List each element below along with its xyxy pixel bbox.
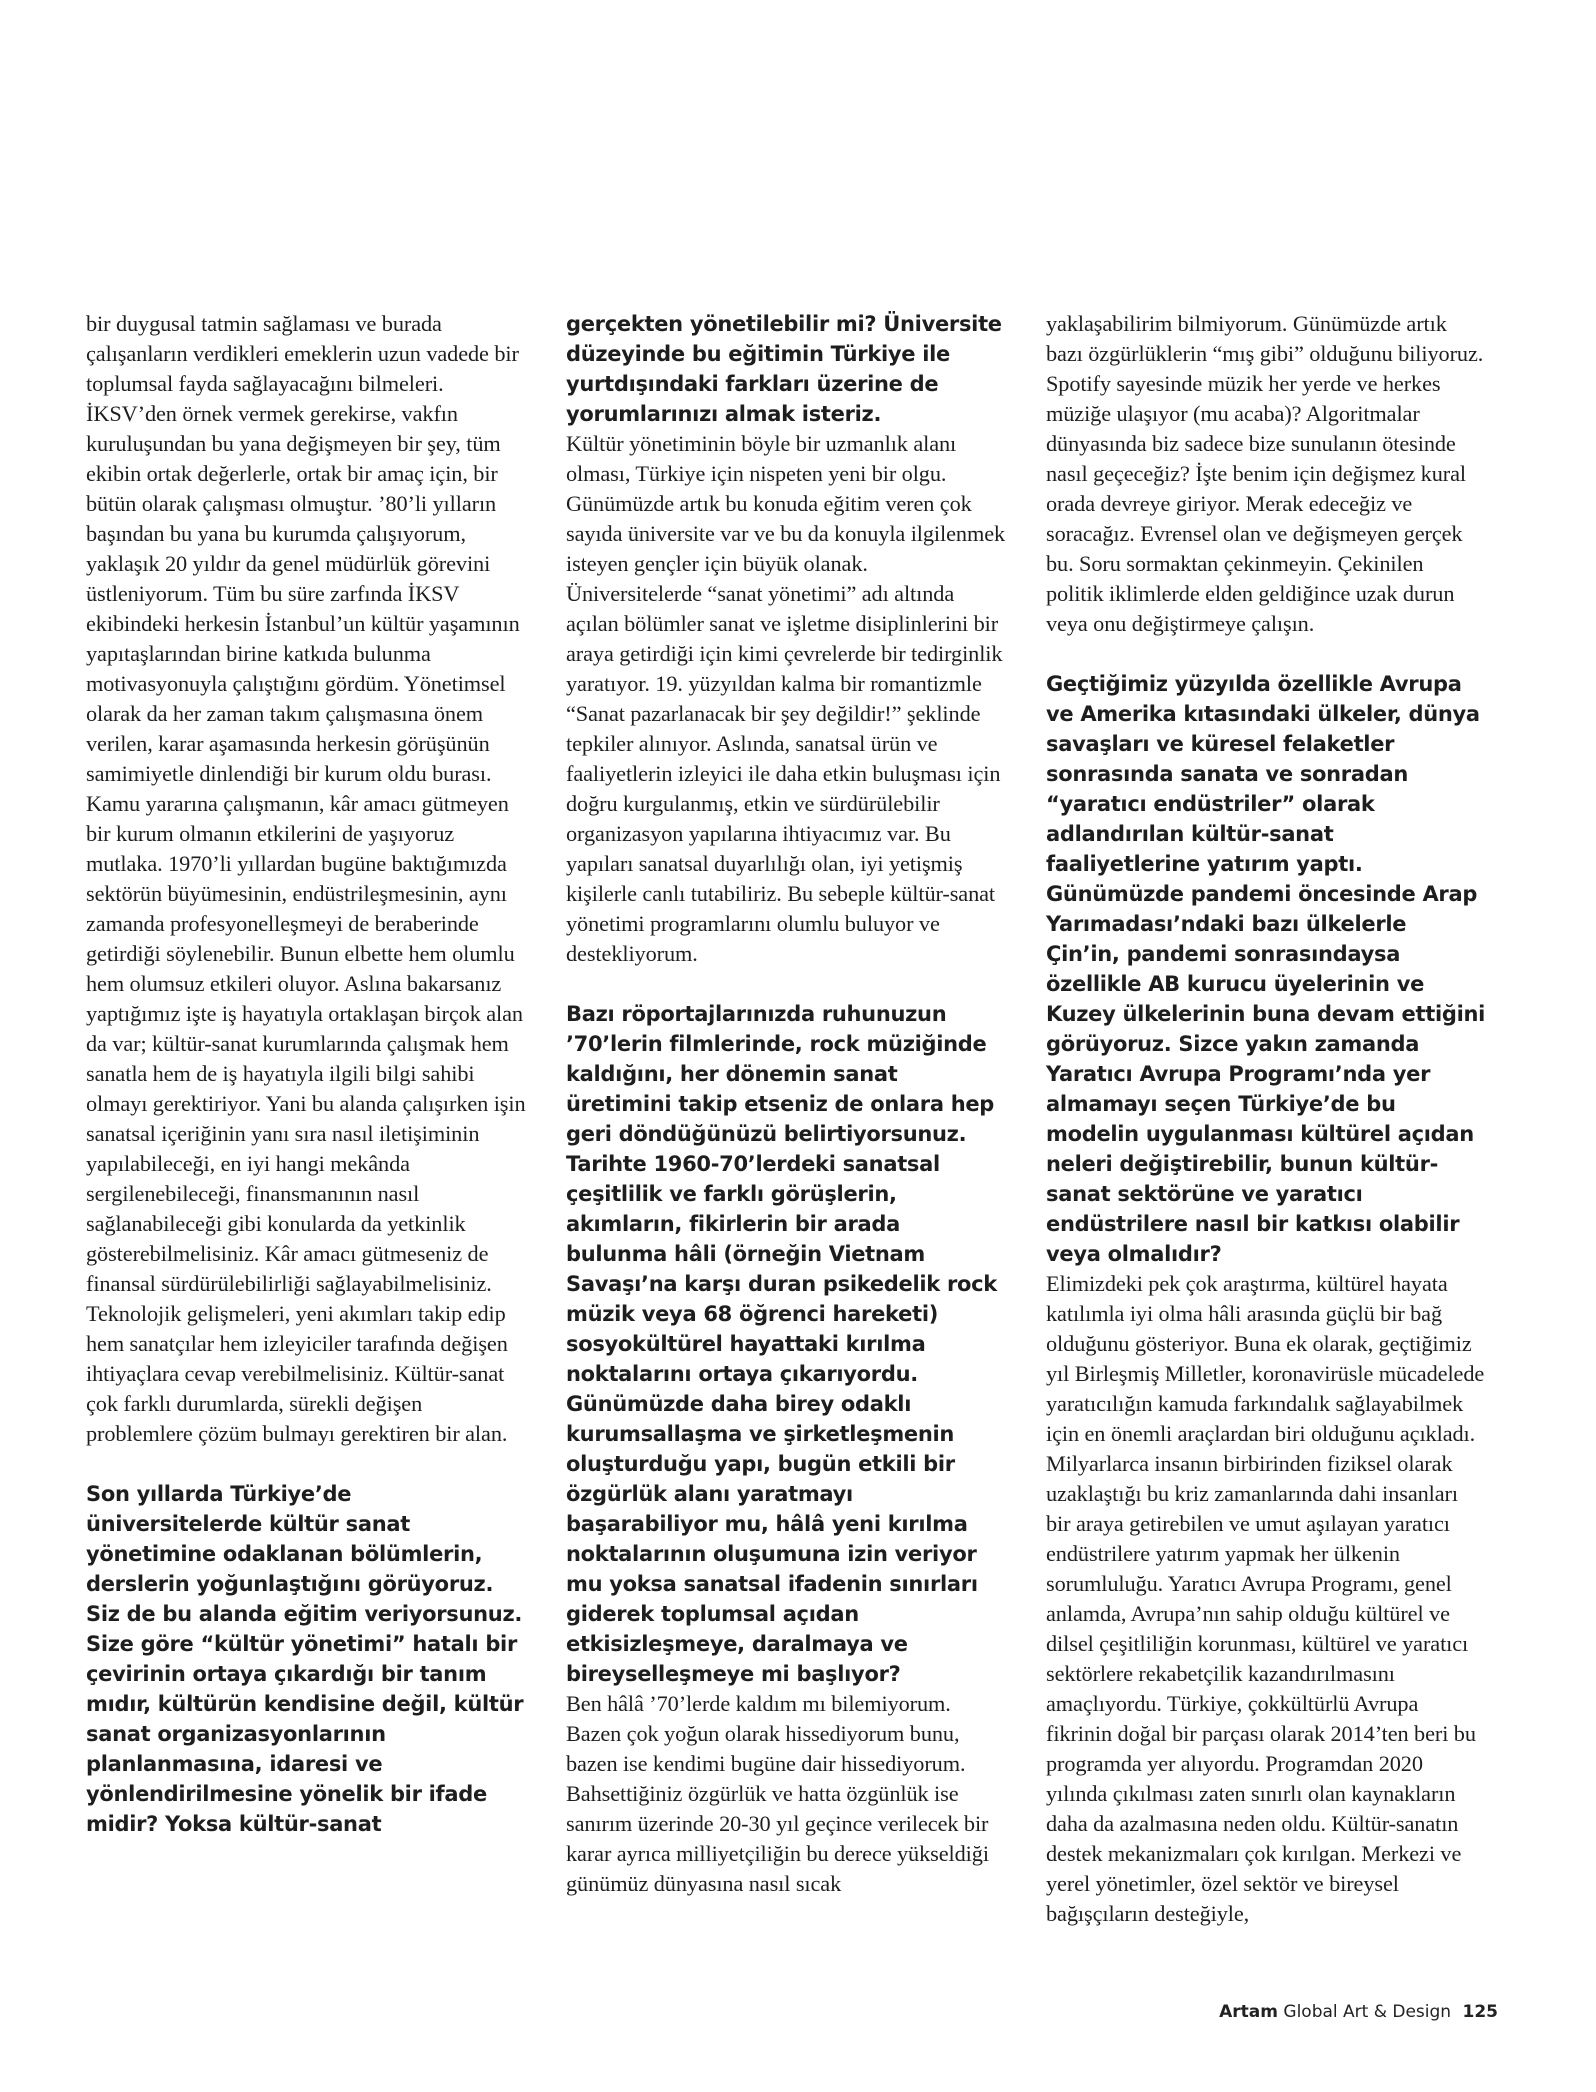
answer-paragraph: Kültür yönetiminin böyle bir uzmanlık alanı olması, Türkiye için nispeten yeni bir olgu. Günümüzde artık bu konuda eğitim veren çok sayıda üniversite var ve bu da konuyla ilgilenmek isteyen gençler için büyük olanak. Üniversitelerde “sanat yönetimi” adı altında açılan bölümler sanat ve işletme disiplinlerini bir araya getirdiği için kimi çevrelerde bir tedirginlik yaratıyor. 19. yüzyıldan kalma bir romantizmle “Sanat pazarlanacak bir şey değildir!” şeklinde tepkiler alınıyor. Aslında, sanatsal ürün ve faaliyetlerin izleyici ile daha etkin buluşması için doğru kurgulanmış, etkin ve sürdürülebilir organizasyon yapılarına ihtiyacımız var. Bu yapıları sanatsal duyarlılığı olan, iyi yetişmiş kişilerle canlı tutabiliriz. Bu sebeple kültür-sanat yönetimi programlarını olumlu buluyor ve destekliyorum. xyxy=(566,431,1006,966)
page-number: 125 xyxy=(1462,2002,1498,2022)
magazine-subtitle: Global Art & Design xyxy=(1283,2002,1452,2022)
question-paragraph: Geçtiğimiz yüzyılda özellikle Avrupa ve Amerika kıtasındaki ülkeler, dünya savaşları ve küresel felaketler sonrasında sanata ve sonradan “yaratıcı endüstriler” olarak adlandırılan kültür-sanat faaliyetlerine yatırım yaptı. Günümüzde pandemi öncesinde Arap Yarımadası’ndaki bazı ülkelerle Çin’in, pandemi sonrasındaysa özellikle AB kurucu üyelerinin ve Kuzey ülkelerinin buna devam ettiğini görüyoruz. Sizce yakın zamanda Yaratıcı Avrupa Programı’nda yer almamayı seçen Türkiye’de bu modelin uygulanması kültürel açıdan neleri değiştirebilir, bunun kültür-sanat sektörüne ve yaratıcı endüstrilere nasıl bir katkısı olabilir veya olmalıdır? xyxy=(1046,672,1486,1266)
answer-paragraph: bir duygusal tatmin sağlaması ve burada çalışanların verdikleri emeklerin uzun vadede bir toplumsal fayda sağlayacağını bilmeleri. İKSV’den örnek vermek gerekirse, vakfın kuruluşundan bu yana değişmeyen bir şey, tüm ekibin ortak değerlerle, ortak bir amaç için, bir bütün olarak çalışması olmuştur. ’80’li yılların başından bu yana bu kurumda çalışıyorum, yaklaşık 20 yıldır da genel müdürlük görevini üstleniyorum. Tüm bu süre zarfında İKSV ekibindeki herkesin İstanbul’un kültür yaşamının yapıtaşlarından birine katkıda bulunma motivasyonuyla çalıştığını gördüm. Yönetimsel olarak da her zaman takım çalışmasına önem verilen, karar aşamasında herkesin görüşünün samimiyetle dinlendiği bir kurum oldu burası. Kamu yararına çalışmanın, kâr amacı gütmeyen bir kurum olmanın etkilerini de yaşıyoruz mutlaka. 1970’li yıllardan bugüne baktığımızda sektörün büyümesinin, endüstrileşmesinin, aynı zamanda profesyonelleşmeyi de beraberinde getirdiği söylenebilir. Bunun elbette hem olumlu hem olumsuz etkileri oluyor. Aslına bakarsanız yaptığımız işte iş hayatıyla ortaklaşan birçok alan da var; kültür-sanat kurumlarında çalışmak hem sanatla hem de iş hayatıyla ilgili bilgi sahibi olmayı gerektiriyor. Yani bu alanda çalışırken işin sanatsal içeriğinin yanı sıra nasıl iletişiminin yapılabileceği, en iyi hangi mekânda sergilenebileceği, finansmanının nasıl sağlanabileceği gibi konularda da yetkinlik gösterebilmelisiniz. Kâr amacı gütmeseniz de finansal sürdürülebilirliği sağlayabilmelisiniz. Teknolojik gelişmeleri, yeni akımları takip edip hem sanatçılar hem izleyiciler tarafında değişen ihtiyaçlara cevap verebilmelisiniz. Kültür-sanat çok farklı durumlarda, sürekli değişen problemlere çözüm bulmayı gerektiren bir alan. xyxy=(86,311,526,1446)
question-paragraph: Bazı röportajlarınızda ruhunuzun ’70’lerin filmlerinde, rock müziğinde kaldığını, her dönemin sanat üretimini takip etseniz de onlara hep geri döndüğünüzü belirtiyorsunuz. Tarihte 1960-70’lerdeki sanatsal çeşitlilik ve farklı görüşlerin, akımların, fikirlerin bir arada bulunma hâli (örneğin Vietnam Savaşı’na karşı duran psikedelik rock müzik veya 68 öğrenci hareketi) sosyokültürel hayattaki kırılma noktalarını ortaya çıkarıyordu. Günümüzde daha birey odaklı kurumsallaşma ve şirketleşmenin oluşturduğu yapı, bugün etkili bir özgürlük alanı yaratmayı başarabiliyor mu, hâlâ yeni kırılma noktalarının oluşumuna izin veriyor mu yoksa sanatsal ifadenin sınırları giderek toplumsal açıdan etkisizleşmeye, daralmaya ve bireyselleşmeye mi başlıyor? xyxy=(566,1002,997,1686)
column-3 xyxy=(1046,309,1486,1929)
question-paragraph: Son yıllarda Türkiye’de üniversitelerde kültür sanat yönetimine odaklanan bölümlerin, derslerin yoğunlaştığını görüyoruz. Siz de bu alanda eğitim veriyorsunuz. Size göre “kültür yönetimi” hatalı bir çevirinin ortaya çıkardığı bir tanım mıdır, kültürün kendisine değil, kültür sanat organizasyonlarının planlanmasına, idaresi ve yönlendirilmesine yönelik bir ifade midir? Yoksa kültür-sanat xyxy=(86,1482,524,1836)
magazine-brand: Artam xyxy=(1219,2002,1278,2022)
column-1 xyxy=(86,309,526,1839)
column-2 xyxy=(566,309,1006,1899)
answer-paragraph: yaklaşabilirim bilmiyorum. Günümüzde artık bazı özgürlüklerin “mış gibi” olduğunu biliyoruz. Spotify sayesinde müzik her yerde ve herkes müziğe ulaşıyor (mu acaba)? Algoritmalar dünyasında biz sadece bize sunulanın ötesinde nasıl geçeceğiz? İşte benim için değişmez kural orada devreye giriyor. Merak edeceğiz ve soracağız. Evrensel olan ve değişmeyen gerçek bu. Soru sormaktan çekinmeyin. Çekinilen politik iklimlerde elden geldiğince uzak durun veya onu değiştirmeye çalışın. xyxy=(1046,311,1484,636)
answer-paragraph: Ben hâlâ ’70’lerde kaldım mı bilemiyorum. Bazen çok yoğun olarak hissediyorum bunu, bazen ise kendimi bugüne dair hissediyorum. Bahsettiğiniz özgürlük ve hatta özgünlük ise sanırım üzerinde 20-30 yıl geçince verilecek bir karar ayrıca milliyetçiliğin bu derece yükseldiği günümüz dünyasına nasıl sıcak xyxy=(566,1691,989,1896)
answer-paragraph: Elimizdeki pek çok araştırma, kültürel hayata katılımla iyi olma hâli arasında güçlü bir bağ olduğunu gösteriyor. Buna ek olarak, geçtiğimiz yıl Birleşmiş Milletler, koronavirüsle mücadelede yaratıcılığın kamuda farkındalık sağlayabilmek için en önemli araçlardan biri olduğunu açıkladı. Milyarlarca insanın birbirinden fiziksel olarak uzaklaştığı bu kriz zamanlarında dahi insanları bir araya getirebilen ve umut aşılayan yaratıcı endüstrilere yatırım yapmak her ülkenin sorumluluğu. Yaratıcı Avrupa Programı, genel anlamda, Avrupa’nın sahip olduğu kültürel ve dilsel çeşitliliğin korunması, kültürel ve yaratıcı sektörlere rekabetçilik kazandırılmasını amaçlıyordu. Türkiye, çokkültürlü Avrupa fikrinin doğal bir parçası olarak 2014’ten beri bu programda yer alıyordu. Programdan 2020 yılında çıkılması zaten sınırlı olan kaynakların daha da azalmasına neden oldu. Kültür-sanatın destek mekanizmaları çok kırılgan. Merkezi ve yerel yönetimler, özel sektör ve bireysel bağışçıların desteğiyle, xyxy=(1046,1271,1485,1926)
page-footer xyxy=(1219,2002,1498,2022)
question-paragraph: gerçekten yönetilebilir mi? Üniversite düzeyinde bu eğitimin Türkiye ile yurtdışındaki farkları üzerine de yorumlarınızı almak isteriz. xyxy=(566,312,1002,426)
